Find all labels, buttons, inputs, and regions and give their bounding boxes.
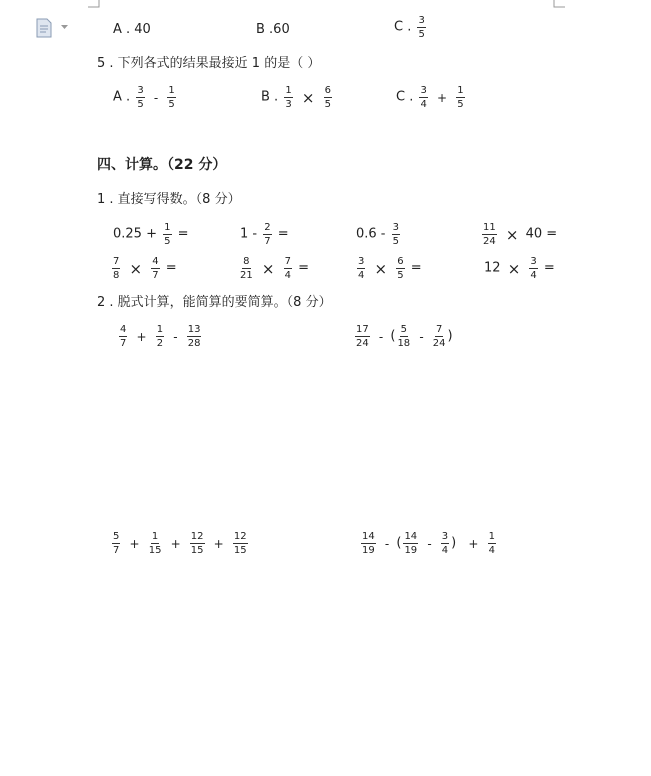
fraction — [357, 256, 365, 281]
fraction-denominator: 5 — [392, 236, 400, 247]
long-calc-expression — [353, 324, 453, 349]
fraction — [156, 324, 164, 349]
q4-option-b: B .60 — [256, 22, 290, 37]
fraction — [441, 531, 449, 556]
document-icon[interactable] — [36, 18, 52, 38]
fraction-numerator: 6 — [324, 85, 331, 96]
fraction-numerator: 1 — [285, 85, 292, 96]
page-corner-mark — [553, 0, 565, 8]
fraction-numerator: 6 — [397, 256, 404, 267]
operator: - — [427, 536, 432, 551]
fraction — [136, 85, 144, 110]
fraction-numerator: 1 — [488, 531, 495, 542]
direct-calc-item — [113, 222, 189, 247]
fraction-numerator: 13 — [187, 324, 201, 335]
operator: - — [419, 329, 424, 344]
fraction-denominator: 5 — [418, 29, 425, 40]
fraction — [482, 222, 497, 247]
q5-option-b — [261, 85, 334, 110]
fraction — [240, 256, 253, 281]
operator: × — [505, 225, 519, 244]
section-title: 四、计算。（22 分） — [97, 157, 227, 173]
direct-calc-item — [484, 256, 555, 281]
fraction — [529, 256, 537, 281]
fraction-numerator: 12 — [233, 531, 247, 542]
question-2-title: 2 . 脱式计算，能简算的要简算。（8 分） — [97, 295, 332, 310]
fraction-numerator: 14 — [404, 531, 418, 542]
fraction-numerator: 5 — [400, 324, 407, 335]
math-text: C . — [396, 89, 414, 105]
fraction-numerator: 7 — [113, 256, 120, 267]
fraction-denominator: 5 — [324, 99, 331, 110]
direct-calc-item — [355, 256, 422, 281]
operator: + — [437, 90, 448, 105]
fraction-numerator: 3 — [418, 15, 425, 26]
fraction-denominator: 4 — [284, 270, 291, 281]
math-text: A . — [113, 89, 131, 105]
fraction — [488, 531, 496, 556]
long-calc-expression — [117, 324, 203, 349]
math-text: 12 — [484, 260, 501, 276]
question-1-title: 1 . 直接写得数。（8 分） — [97, 192, 241, 207]
fraction-denominator: 5 — [137, 99, 144, 110]
fraction-numerator: 1 — [164, 222, 171, 233]
math-text: ) — [451, 535, 457, 551]
operator: - — [384, 536, 390, 551]
fraction — [397, 324, 410, 349]
q5-stem: 5 . 下列各式的结果最接近 1 的是（ ） — [97, 56, 321, 71]
fraction-denominator: 8 — [113, 270, 120, 281]
math-text: = — [298, 260, 310, 276]
operator: + — [213, 536, 224, 551]
fraction-numerator: 3 — [441, 531, 449, 542]
math-text: 0.25 + — [113, 226, 157, 242]
fraction-denominator: 19 — [404, 545, 418, 556]
fraction-denominator: 7 — [264, 236, 271, 247]
q4-option-a: A . 40 — [113, 22, 151, 37]
math-text: 40 = — [525, 226, 558, 242]
math-text: = — [165, 260, 177, 276]
fraction-denominator: 4 — [358, 270, 365, 281]
fraction-denominator: 21 — [240, 270, 253, 281]
fraction-numerator: 3 — [137, 85, 144, 96]
fraction — [163, 222, 171, 247]
fraction-denominator: 2 — [156, 338, 164, 349]
fraction-numerator: 12 — [190, 531, 204, 542]
fraction — [263, 222, 271, 247]
fraction — [112, 531, 120, 556]
fraction-numerator: 1 — [457, 85, 464, 96]
operator: + — [129, 536, 140, 551]
q5-option-c — [396, 85, 467, 110]
math-text: 0.6 - — [356, 226, 386, 242]
fraction-numerator: 11 — [483, 222, 496, 233]
math-text: ) — [447, 328, 453, 344]
fraction — [396, 256, 404, 281]
operator: × — [374, 259, 388, 278]
fraction-denominator: 4 — [420, 99, 427, 110]
fraction — [417, 15, 425, 40]
fraction — [419, 85, 427, 110]
math-text: = — [177, 226, 189, 242]
fraction-numerator: 3 — [392, 222, 400, 233]
math-text: C . — [394, 19, 412, 35]
fraction — [112, 256, 120, 281]
fraction-denominator: 5 — [397, 270, 404, 281]
fraction-denominator: 7 — [120, 338, 127, 349]
fraction-numerator: 2 — [264, 222, 271, 233]
fraction-numerator: 4 — [152, 256, 159, 267]
fraction — [167, 85, 175, 110]
math-text: = — [543, 260, 555, 276]
fraction-denominator: 28 — [187, 338, 201, 349]
math-text: ( — [390, 328, 396, 344]
fraction — [190, 531, 205, 556]
fraction — [403, 531, 418, 556]
fraction-denominator: 7 — [113, 545, 120, 556]
operator: - — [378, 329, 384, 344]
fraction-numerator: 3 — [530, 256, 537, 267]
fraction-denominator: 7 — [152, 270, 159, 281]
direct-calc-item — [110, 256, 177, 281]
fraction — [151, 256, 159, 281]
fraction-denominator: 24 — [356, 338, 369, 349]
direct-calc-item — [480, 222, 557, 247]
fraction-denominator: 5 — [168, 99, 175, 110]
fraction-numerator: 1 — [151, 531, 159, 542]
fraction — [187, 324, 202, 349]
fraction — [433, 324, 446, 349]
math-text: B . — [261, 89, 279, 105]
fraction-denominator: 15 — [148, 545, 162, 556]
long-calc-expression — [110, 531, 250, 556]
fraction — [284, 256, 292, 281]
operator: + — [136, 329, 147, 344]
fraction-denominator: 4 — [441, 545, 449, 556]
fraction-denominator: 4 — [488, 545, 495, 556]
direct-calc-item — [240, 222, 289, 247]
operator: - — [173, 329, 178, 344]
q4-option-c — [394, 15, 428, 40]
operator: × — [507, 259, 521, 278]
operator: + — [170, 536, 181, 551]
fraction — [456, 85, 464, 110]
fraction — [355, 324, 370, 349]
q5-option-a — [113, 85, 178, 110]
math-text: = — [277, 226, 289, 242]
math-text: = — [410, 260, 422, 276]
fraction-numerator: 17 — [356, 324, 369, 335]
fraction-numerator: 8 — [243, 256, 250, 267]
fraction-denominator: 18 — [397, 338, 411, 349]
fraction-numerator: 7 — [284, 256, 291, 267]
fraction-numerator: 5 — [113, 531, 120, 542]
fraction-numerator: 14 — [362, 531, 375, 542]
page-corner-mark — [88, 0, 100, 8]
math-text: ( — [396, 535, 402, 551]
fraction — [361, 531, 376, 556]
fraction-numerator: 1 — [156, 324, 164, 335]
long-calc-expression — [359, 531, 498, 556]
operator: × — [261, 259, 275, 278]
direct-calc-item — [238, 256, 309, 281]
operator: + — [468, 536, 479, 551]
fraction-numerator: 1 — [168, 85, 175, 96]
chevron-down-icon[interactable] — [61, 25, 68, 30]
fraction-denominator: 5 — [457, 99, 464, 110]
fraction-denominator: 24 — [432, 338, 446, 349]
operator: - — [153, 90, 159, 105]
fraction-denominator: 19 — [362, 545, 375, 556]
fraction-denominator: 3 — [285, 99, 292, 110]
fraction-numerator: 3 — [420, 85, 427, 96]
fraction-numerator: 3 — [358, 256, 365, 267]
fraction-denominator: 15 — [190, 545, 204, 556]
fraction-denominator: 24 — [483, 236, 496, 247]
operator: × — [301, 88, 315, 107]
fraction-numerator: 7 — [435, 324, 443, 335]
fraction — [149, 531, 162, 556]
direct-calc-item — [356, 222, 402, 247]
fraction-denominator: 5 — [164, 236, 171, 247]
fraction — [284, 85, 292, 110]
fraction — [119, 324, 127, 349]
operator: × — [129, 259, 143, 278]
fraction — [392, 222, 400, 247]
fraction-denominator: 15 — [233, 545, 247, 556]
fraction — [233, 531, 248, 556]
fraction-numerator: 4 — [120, 324, 127, 335]
math-text: 1 - — [240, 226, 258, 242]
fraction — [324, 85, 332, 110]
fraction-denominator: 4 — [530, 270, 537, 281]
